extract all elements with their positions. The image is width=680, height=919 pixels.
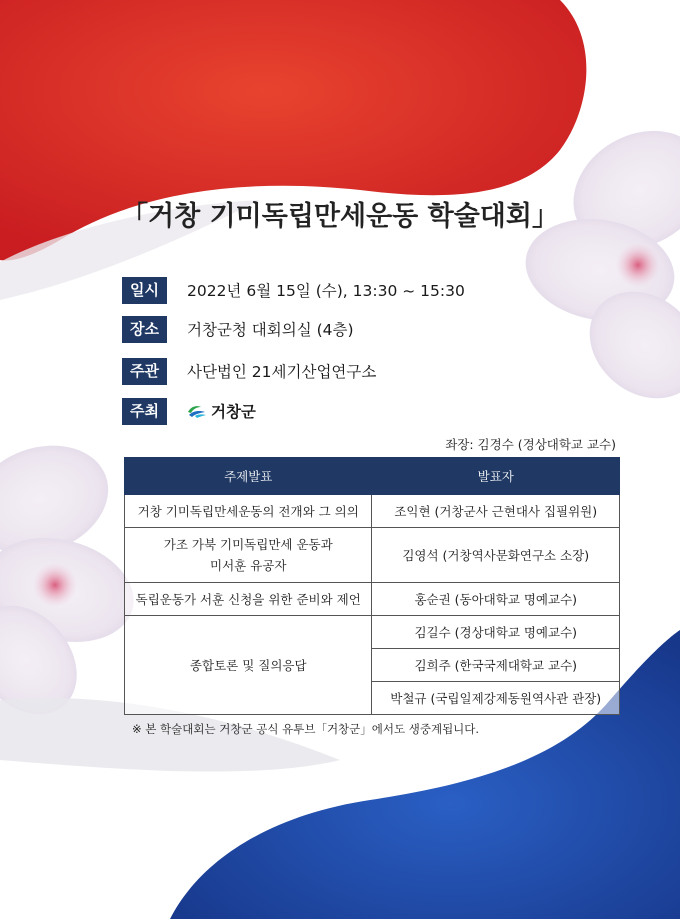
venue-label: 장소	[122, 316, 167, 343]
organizer-label: 주관	[122, 358, 167, 385]
topic-cell	[125, 528, 372, 583]
info-row-organizer	[122, 357, 376, 385]
presenter-cell: 김희주 (한국국제대학교 교수)	[372, 649, 620, 682]
table-row	[125, 616, 620, 649]
geochang-logo-icon	[187, 403, 207, 419]
info-row-venue	[122, 315, 354, 343]
presenter-column-header: 발표자	[372, 458, 620, 495]
topic-line: 미서훈 유공자	[210, 558, 287, 573]
table-row	[125, 528, 620, 583]
organizer-value: 사단법인 21세기산업연구소	[186, 363, 377, 381]
table-row	[125, 495, 620, 528]
table-row	[125, 583, 620, 616]
presenter-cell: 김길수 (경상대학교 명예교수)	[372, 616, 620, 649]
moderator-text: 좌장: 김경수 (경상대학교 교수)	[445, 437, 616, 452]
presenter-cell: 조익현 (거창군사 근현대사 집필위원)	[372, 495, 620, 528]
presenter-cell: 홍순권 (동아대학교 명예교수)	[372, 583, 620, 616]
topic-line: 가조 가북 기미독립만세 운동과	[163, 537, 333, 552]
topic-cell: 독립운동가 서훈 신청을 위한 준비와 제언	[125, 583, 372, 616]
date-value: 2022년 6월 15일 (수), 13:30 ~ 15:30	[186, 282, 465, 300]
topic-cell: 종합토론 및 질의응답	[125, 616, 372, 715]
host-label: 주최	[122, 398, 167, 425]
program-table	[124, 457, 620, 715]
topic-column-header: 주제발표	[125, 458, 372, 495]
event-title: 「거창 기미독립만세운동 학술대회」	[121, 201, 559, 232]
info-row-host	[122, 397, 256, 425]
info-row-date	[122, 276, 465, 304]
topic-cell: 거창 기미독립만세운동의 전개와 그 의의	[125, 495, 372, 528]
host-value	[187, 400, 256, 422]
livestream-note: ※ 본 학술대회는 거창군 공식 유투브「거창군」에서도 생중계됩니다.	[132, 722, 480, 736]
presenter-cell: 김영석 (거창역사문화연구소 소장)	[372, 528, 620, 583]
date-label: 일시	[122, 277, 167, 304]
host-name: 거창군	[210, 403, 256, 421]
presenter-cell: 박철규 (국립일제강제동원역사관 관장)	[372, 682, 620, 715]
venue-value: 거창군청 대회의실 (4층)	[186, 321, 354, 339]
table-header-row	[125, 458, 620, 495]
